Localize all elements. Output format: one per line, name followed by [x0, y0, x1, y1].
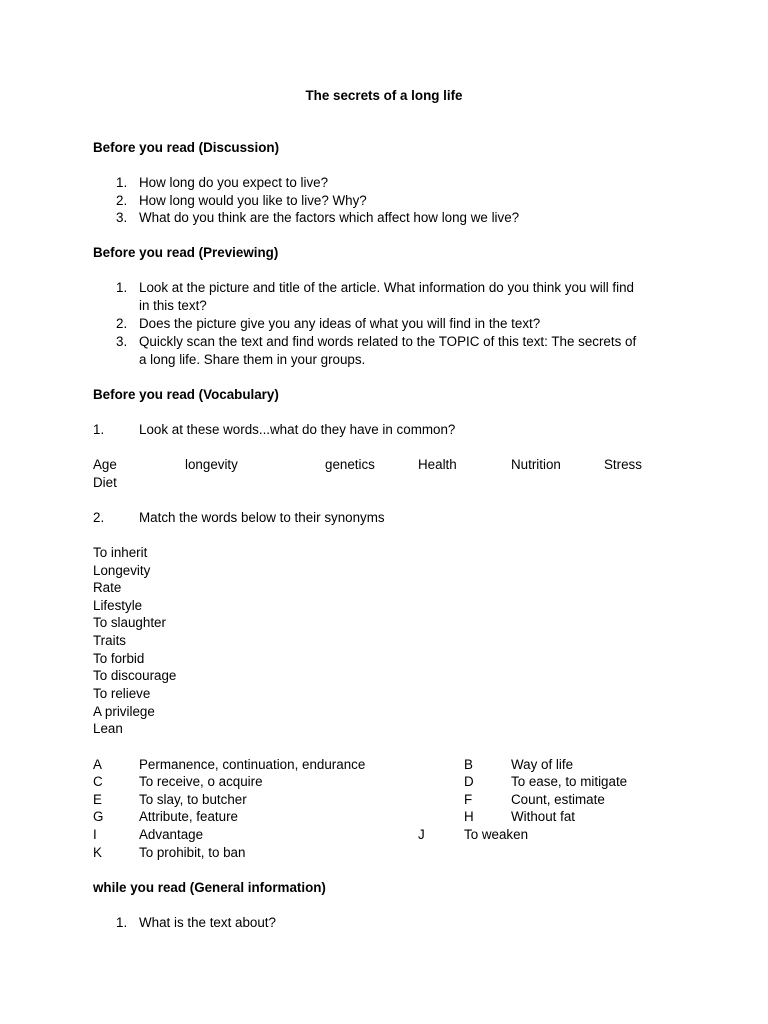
match-letter: I	[93, 827, 97, 842]
list-number: 3.	[116, 334, 128, 349]
vocab-word: Stress	[604, 457, 642, 472]
term-item: A privilege	[93, 704, 155, 719]
list-item: Look at the picture and title of the article. What information do you think you will find	[139, 280, 634, 295]
list-number: 3.	[116, 210, 128, 225]
section-heading-vocabulary: Before you read (Vocabulary)	[93, 387, 279, 402]
section-heading-general-information: while you read (General information)	[93, 880, 326, 895]
term-item: Lifestyle	[93, 598, 143, 613]
term-item: To inherit	[93, 545, 148, 560]
list-number: 2.	[116, 193, 128, 208]
match-letter: C	[93, 774, 103, 789]
term-item: To relieve	[93, 686, 151, 701]
question-text: Look at these words...what do they have in common?	[139, 422, 456, 437]
match-letter: J	[418, 827, 425, 842]
vocab-word: genetics	[325, 457, 375, 472]
match-definition: Attribute, feature	[139, 809, 238, 824]
vocab-word: Nutrition	[511, 457, 561, 472]
section-heading-previewing: Before you read (Previewing)	[93, 245, 279, 260]
match-definition: To receive, o acquire	[139, 774, 263, 789]
list-number: 1.	[116, 915, 128, 930]
list-item: What do you think are the factors which affect how long we live?	[139, 210, 520, 225]
term-item: Rate	[93, 580, 122, 595]
match-letter: G	[93, 809, 104, 824]
match-definition: Count, estimate	[511, 792, 605, 807]
match-letter: H	[464, 809, 474, 824]
match-definition: To prohibit, to ban	[139, 845, 246, 860]
question-text: Match the words below to their synonyms	[139, 510, 385, 525]
match-letter: B	[464, 757, 473, 772]
vocab-word: Age	[93, 457, 117, 472]
match-definition: Without fat	[511, 809, 576, 824]
match-definition: Permanence, continuation, endurance	[139, 757, 366, 772]
term-item: Lean	[93, 721, 123, 736]
list-number: 2.	[116, 316, 128, 331]
list-item: How long do you expect to live?	[139, 175, 329, 190]
term-item: Longevity	[93, 563, 151, 578]
match-letter: D	[464, 774, 474, 789]
list-item: Does the picture give you any ideas of what you will find in the text?	[139, 316, 541, 331]
list-item: What is the text about?	[139, 915, 276, 930]
list-number: 1.	[116, 280, 128, 295]
list-item: How long would you like to live? Why?	[139, 193, 367, 208]
section-heading-discussion: Before you read (Discussion)	[93, 140, 280, 155]
list-item: Quickly scan the text and find words related to the TOPIC of this text: The secrets of	[139, 334, 637, 349]
question-number: 2.	[93, 510, 105, 525]
term-item: To discourage	[93, 668, 177, 683]
match-definition: Way of life	[511, 757, 574, 772]
match-definition: To weaken	[464, 827, 529, 842]
vocab-word: Health	[418, 457, 457, 472]
vocab-word: longevity	[185, 457, 238, 472]
list-number: 1.	[116, 175, 128, 190]
match-letter: E	[93, 792, 102, 807]
match-definition: To slay, to butcher	[139, 792, 247, 807]
question-number: 1.	[93, 422, 105, 437]
list-item-continuation: in this text?	[139, 298, 207, 313]
match-letter: K	[93, 845, 102, 860]
term-item: To slaughter	[93, 615, 166, 630]
vocab-word: Diet	[93, 475, 117, 490]
match-letter: A	[93, 757, 102, 772]
page-title: The secrets of a long life	[305, 88, 463, 103]
list-item-continuation: a long life. Share them in your groups.	[139, 352, 366, 367]
match-letter: F	[464, 792, 473, 807]
term-item: To forbid	[93, 651, 145, 666]
match-definition: Advantage	[139, 827, 204, 842]
term-item: Traits	[93, 633, 126, 648]
match-definition: To ease, to mitigate	[511, 774, 628, 789]
